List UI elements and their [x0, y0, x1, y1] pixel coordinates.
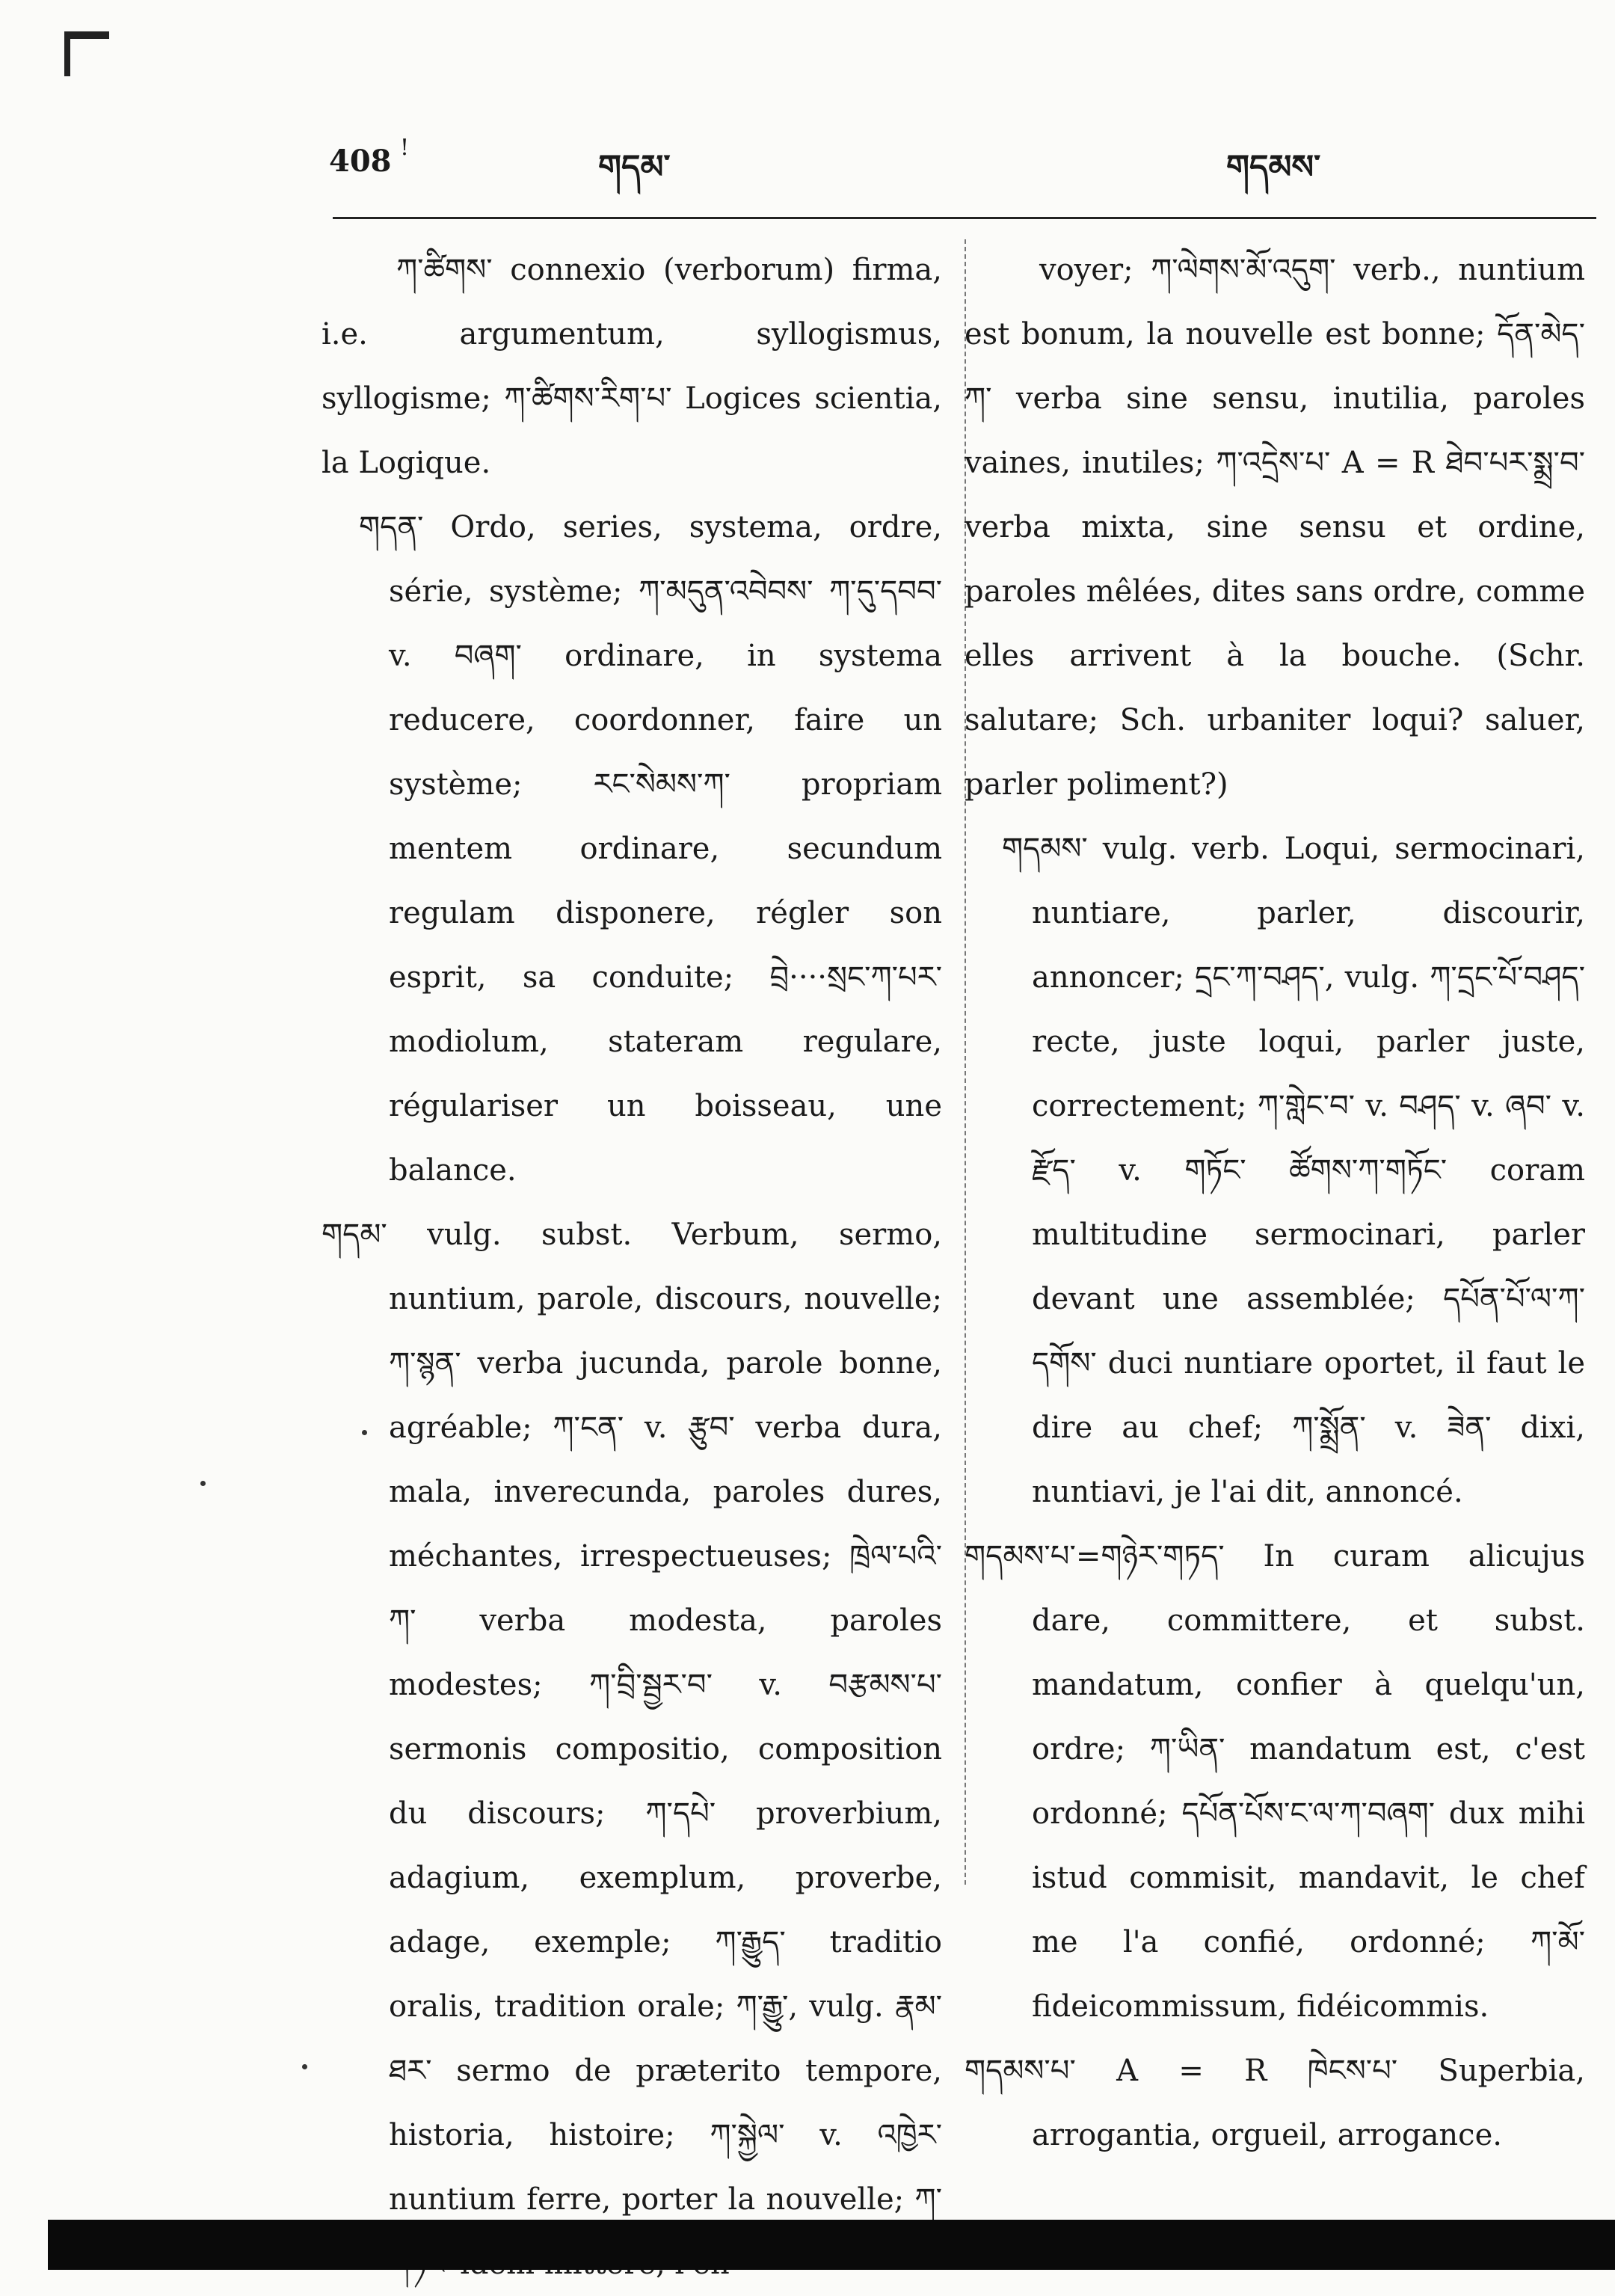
header-rule [333, 217, 1596, 219]
entry-gdan: གདན་ Ordo, series, systema, ordre, série, système; ཀ་མདུན་འབེབས་ ཀ་དུ་དབབ་ v. བཞག་ ordinare, in systema reducere, coordonner, faire un système; རང་སེམས་ཀ་ propriam mentem ordinare, secundum regulam disponere, régler son esprit, sa conduite; བྲེ····སྲང་ཀ་པར་ modiolum, stateram regulare, régulariser un boisseau, une balance. [359, 510, 942, 1188]
entry-continuation-right: voyer; ཀ་ལེགས་མོ་འདུག་ verb., nuntium est bonum, la nouvelle est bonne; དོན་མེད་ཀ་ verba sine sensu, inutilia, paroles vaines, inutiles; ཀ་འདྲེས་པ་ A = R ཐེབ་པར་སྨྲ་བ་ verba mixta, sine sensu et ordine, paroles mêlées, dites sans ordre, comme elles arrivent à la bouche. (Schr. salutare; Sch. urbaniter loqui? saluer, parler poliment?) [965, 253, 1585, 802]
page-number: 408 [329, 144, 392, 179]
page-header [0, 135, 1615, 194]
ink-speck [362, 1430, 367, 1435]
ink-speck [200, 1481, 206, 1486]
running-head-right: གདམས་ [1226, 148, 1321, 186]
right-column [965, 238, 1585, 2167]
left-column [322, 238, 942, 2296]
entry-continuation: ཀ་ཚིགས་ connexio (verborum) firma, i.e. argumentum, syllogismus, syllogisme; ཀ་ཚིགས་རིག་པ་ Logices scientia, la Logique. [322, 253, 942, 480]
margin-tick: ! [400, 135, 410, 161]
running-head-left: གདམ་ [598, 148, 671, 186]
entry-gdam: གདམ་ vulg. subst. Verbum, sermo, nuntium, parole, discours, nouvelle; ཀ་སྙན་ verba jucunda, parole bonne, agréable; ཀ་ངན་ v. རྩུབ་ verba dura, mala, inverecunda, paroles dures, méchantes, irrespectueuses; ཁྲེལ་པའི་ཀ་ verba modesta, paroles modestes; ཀ་བྲི་སྦྱར་བ་ v. བརྩམས་པ་ sermonis compositio, composition du discours; ཀ་དཔེ་ proverbium, adagium, exemplum, proverbe, adage, exemple; ཀ་རྒྱུད་ traditio oralis, tradition orale; ཀ་རྒྱུ་, vulg. རྣམ་ཐར་ sermo de præterito tempore, historia, histoire; ཀ་སྐྱེལ་ v. འཁྱེར་ nuntium ferre, porter la nouvelle; ཀ་ [322, 1218, 942, 2217]
entry-gdams-pa-superbia: གདམས་པ་ A = R ཁེངས་པ་ Superbia, arrogantia, orgueil, arrogance. [965, 2054, 1585, 2152]
corner-mark [64, 31, 109, 39]
entry-gdams-verb: གདམས་ vulg. verb. Loqui, sermocinari, nuntiare, parler, discourir, annoncer; དྲང་ཀ་བཤད་, vulg. ཀ་དྲང་པོ་བཤད་ recte, juste loqui, parler juste, correctement; ཀ་གླེང་བ་ v. བཤད་ v. ཞབ་ v. རྫོད་ v. གཏོང་ ཚོགས་ཀ་གཏོང་ coram multitudine sermocinari, parler devant une assemblée; དཔོན་པོ་ལ་ཀ་དགོས་ duci nuntiare oportet, il faut le dire au chef; ཀ་སྨྲོན་ v. ཟེན་ dixi, nuntiavi, je l'ai dit, annoncé. [1002, 832, 1585, 1509]
corner-mark-vertical [64, 31, 70, 76]
scan-bottom-border [48, 2220, 1615, 2270]
ink-speck [302, 2064, 307, 2069]
entry-gdams-pa: གདམས་པ་=གཉེར་གཏད་ In curam alicujus dare, committere, et subst. mandatum, confier à quelqu'un, ordre; ཀ་ཡིན་ mandatum est, c'est ordonné; དཔོན་པོས་ང་ལ་ཀ་བཞག་ dux mihi istud commisit, mandavit, le chef me l'a confié, ordonné; ཀ་མོ་ fideicommissum, fidéicommis. [965, 1539, 1585, 2024]
